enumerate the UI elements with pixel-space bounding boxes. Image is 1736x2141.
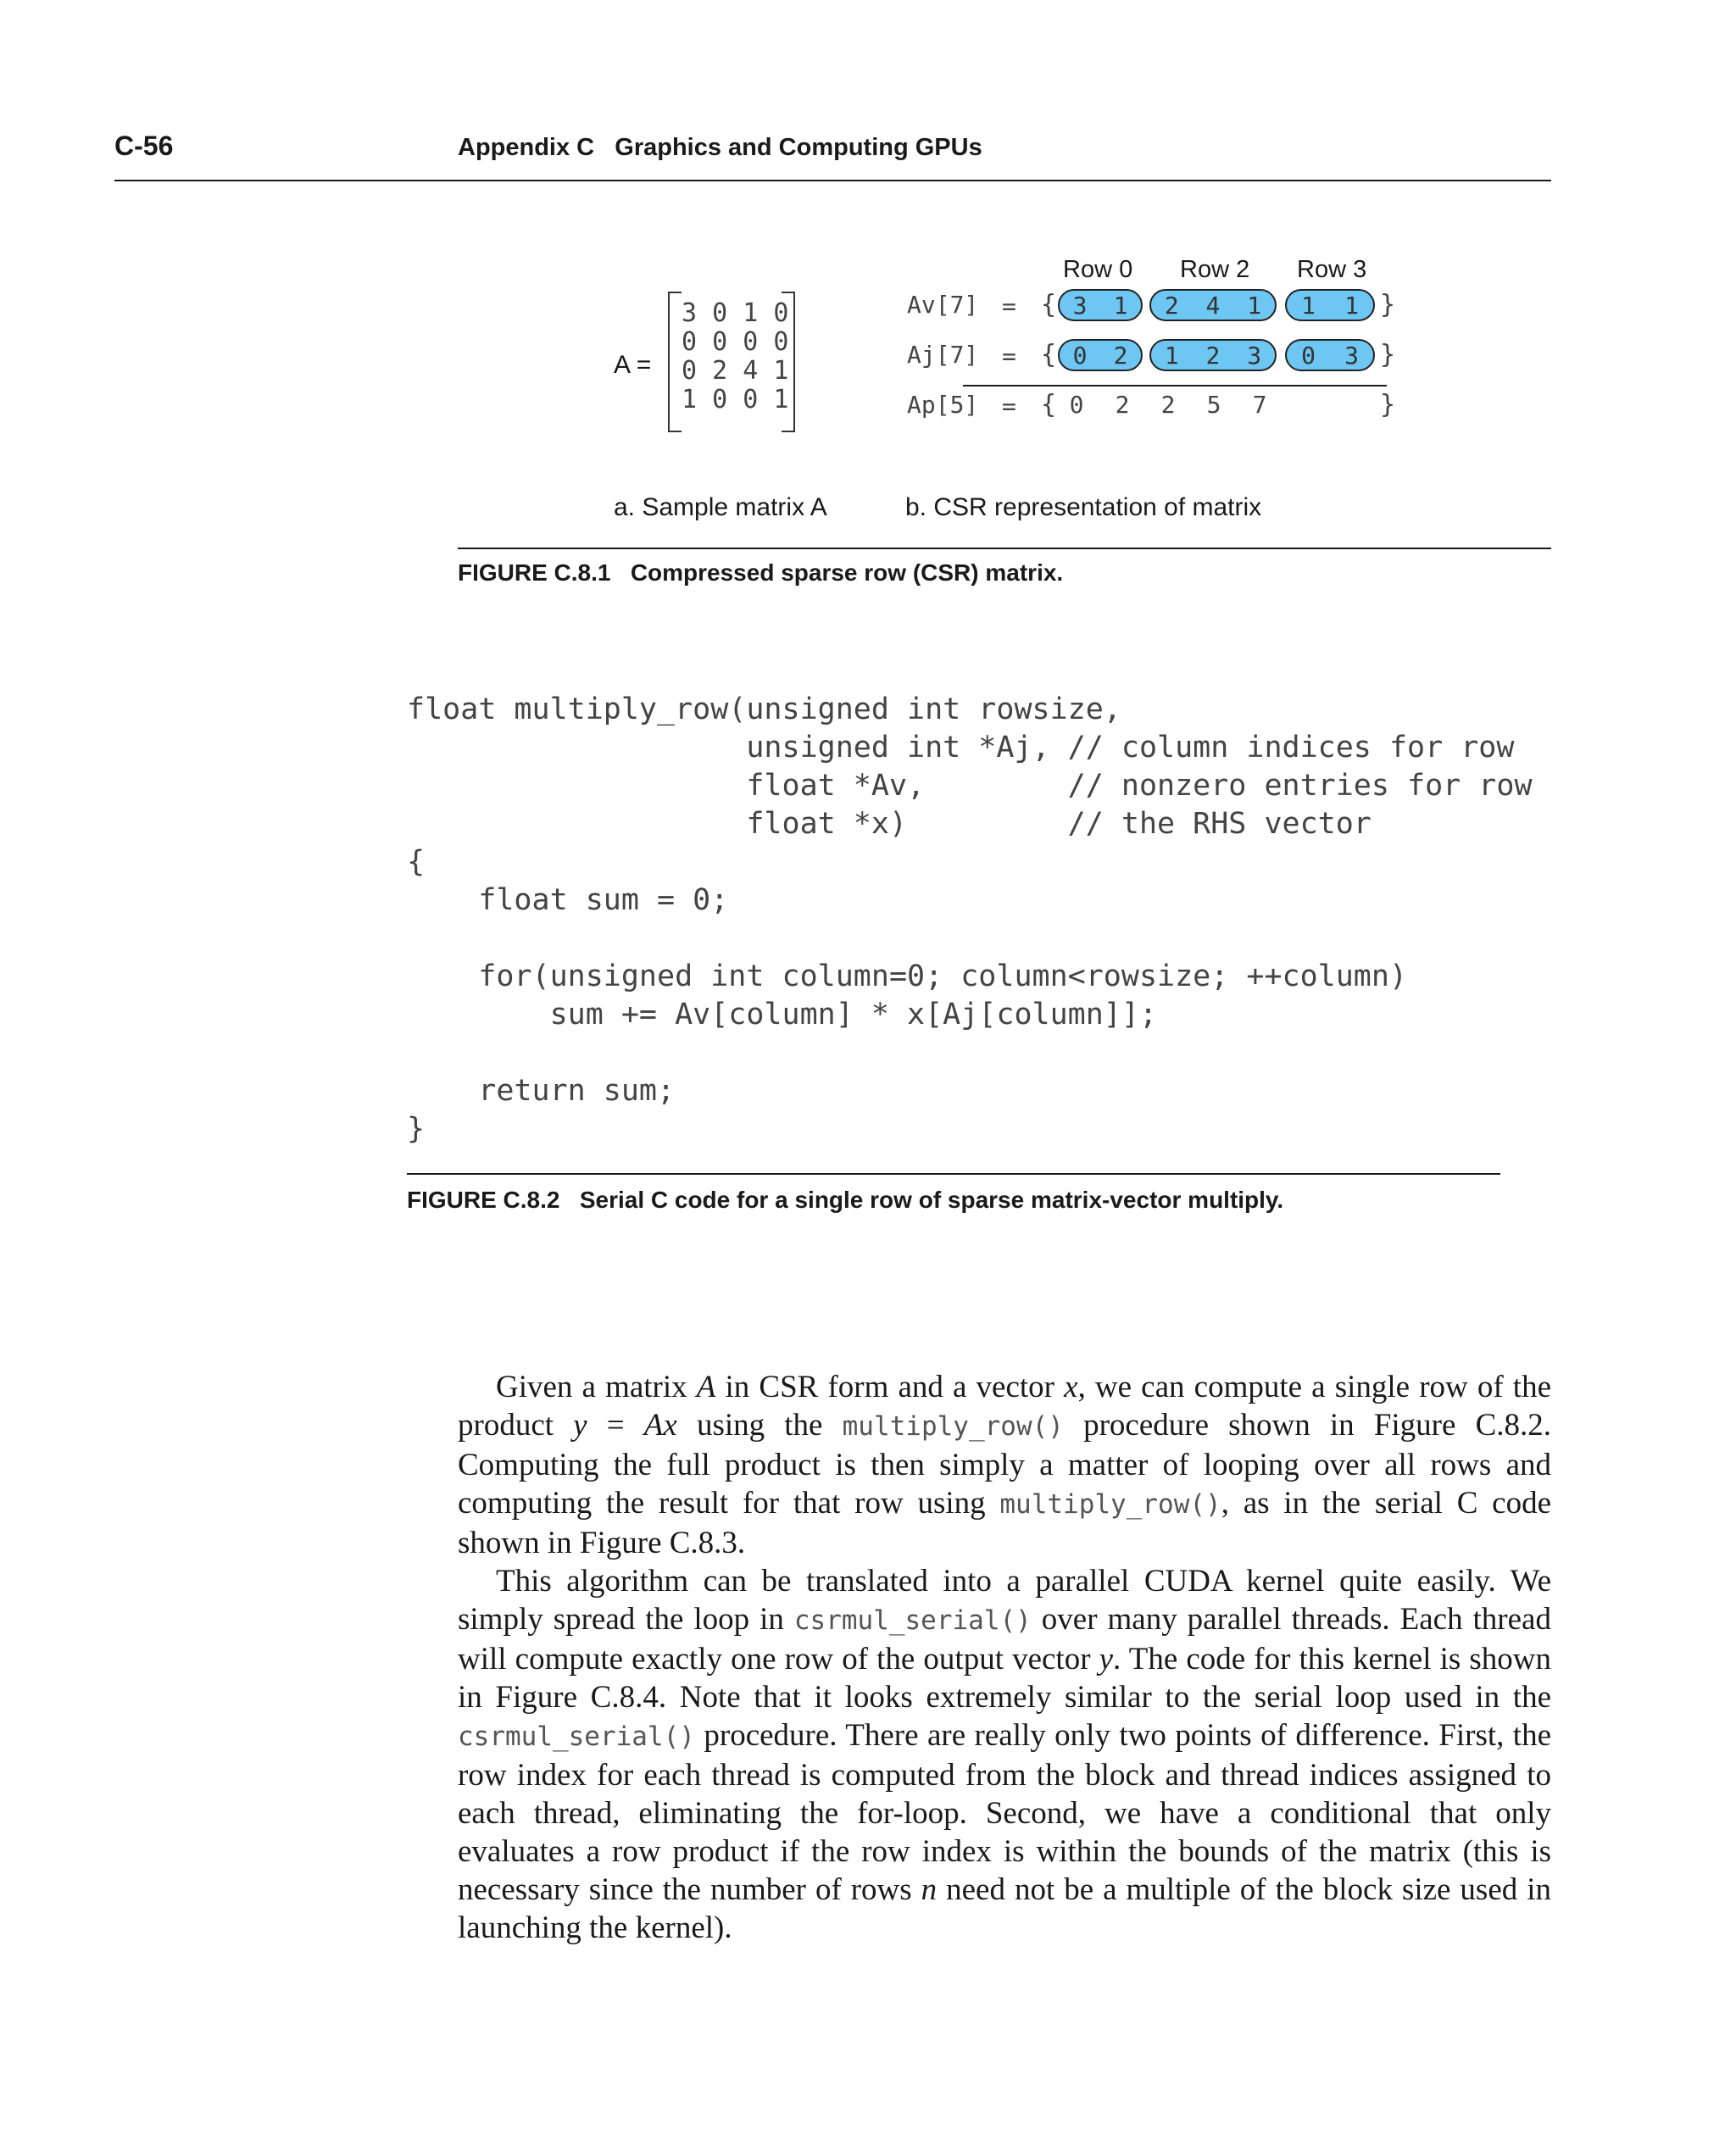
row-header: Row 2	[1180, 256, 1250, 283]
av-group-row3	[1285, 289, 1375, 321]
close-brace: }	[1380, 390, 1396, 420]
matrix-label: A =	[614, 351, 652, 379]
av-value: 3	[1072, 291, 1088, 320]
subcaption-a: a. Sample matrix A	[614, 493, 827, 521]
aj-value: 1	[1164, 341, 1179, 370]
av-value: 1	[1247, 291, 1262, 320]
av-value: 1	[1113, 291, 1128, 320]
aj-label: Aj[7]	[907, 341, 979, 369]
equals-sign: =	[1002, 392, 1016, 420]
av-group-row0	[1058, 289, 1143, 321]
figure-rule	[458, 548, 1551, 549]
code-listing: float multiply_row(unsigned int rowsize, unsigned int *Aj, // column indices for row float *Av, // nonzero entries for row float *x) // the RHS vector { float sum = 0; for(unsigned int column=0; column<rowsize; ++column) sum += Av[column] * x[Aj[column]]; return sum; }	[407, 692, 1533, 1146]
av-group-row2	[1149, 289, 1277, 321]
av-value: 1	[1301, 291, 1316, 320]
paragraph: This algorithm can be translated into a parallel CUDA kernel quite easily. We simply spread the loop in csrmul_serial() over many parallel threads. Each thread will compute exactly one row of the output vector y. The code for this kernel is shown in Figure C.8.4. Note that it looks extremely similar to the serial loop used in the csrmul_serial() procedure. There are really only two points of difference. First, the row index for each thread is computed from the block and thread indices assigned to each thread, eliminating the for-loop. Second, we have a conditional that only evaluates a row product if the row index is within the bounds of the matrix (this is necessary since the number of rows n need not be a multiple of the block size used in launching the kernel).	[458, 1564, 1551, 1945]
av-value: 2	[1164, 291, 1179, 320]
matrix-left-bracket	[668, 292, 682, 432]
open-brace: {	[1041, 340, 1057, 370]
subcaption-b: b. CSR representation of matrix	[905, 493, 1262, 521]
aj-group-row0	[1058, 339, 1143, 371]
equals-sign: =	[1002, 292, 1016, 320]
paragraph: Given a matrix A in CSR form and a vector x, we can compute a single row of the product y = Ax using the multiply_row() procedure shown in Figure C.8.2. Computing the full product is then simply a matter of looping over all rows and computing the result for that row using multiply_row(), as in the serial C code shown in Figure C.8.3.	[458, 1370, 1552, 1560]
equals-sign: =	[1002, 342, 1016, 370]
ap-value: 2	[1115, 391, 1130, 419]
aj-value: 2	[1113, 341, 1128, 370]
aj-group-row2	[1149, 339, 1277, 371]
open-brace: {	[1041, 390, 1057, 420]
ap-value: 7	[1252, 391, 1267, 419]
ap-value: 5	[1206, 391, 1221, 419]
matrix-row: 0 2 4 1	[682, 356, 789, 386]
open-brace: {	[1041, 290, 1057, 320]
matrix-row: 0 0 0 0	[682, 327, 789, 357]
aj-value: 0	[1072, 341, 1088, 370]
row-header: Row 0	[1063, 256, 1133, 283]
ap-values	[1054, 391, 1283, 419]
ap-label: Ap[5]	[907, 391, 979, 419]
av-value: 4	[1205, 291, 1221, 320]
figure-caption: FIGURE C.8.1 Compressed sparse row (CSR) matrix.	[458, 559, 1064, 586]
csr-divider	[963, 385, 1387, 386]
running-title: Appendix C Graphics and Computing GPUs	[458, 134, 982, 161]
figure-caption: FIGURE C.8.2 Serial C code for a single row of sparse matrix-vector multiply.	[407, 1187, 1284, 1213]
matrix-row: 3 0 1 0	[682, 298, 789, 328]
aj-value: 3	[1344, 341, 1359, 370]
av-label: Av[7]	[907, 291, 979, 319]
figure-rule	[407, 1173, 1500, 1175]
header-rule	[114, 180, 1551, 181]
aj-value: 3	[1247, 341, 1262, 370]
body-text	[458, 1368, 1551, 1947]
row-header: Row 3	[1297, 256, 1367, 283]
matrix-row: 1 0 0 1	[682, 385, 789, 414]
av-value: 1	[1344, 291, 1359, 320]
ap-value: 0	[1069, 391, 1084, 419]
close-brace: }	[1380, 340, 1396, 370]
page-number: C-56	[114, 131, 174, 161]
aj-group-row3	[1285, 339, 1375, 371]
close-brace: }	[1380, 290, 1396, 320]
aj-value: 0	[1301, 341, 1316, 370]
aj-value: 2	[1205, 341, 1221, 370]
ap-value: 2	[1160, 391, 1176, 419]
